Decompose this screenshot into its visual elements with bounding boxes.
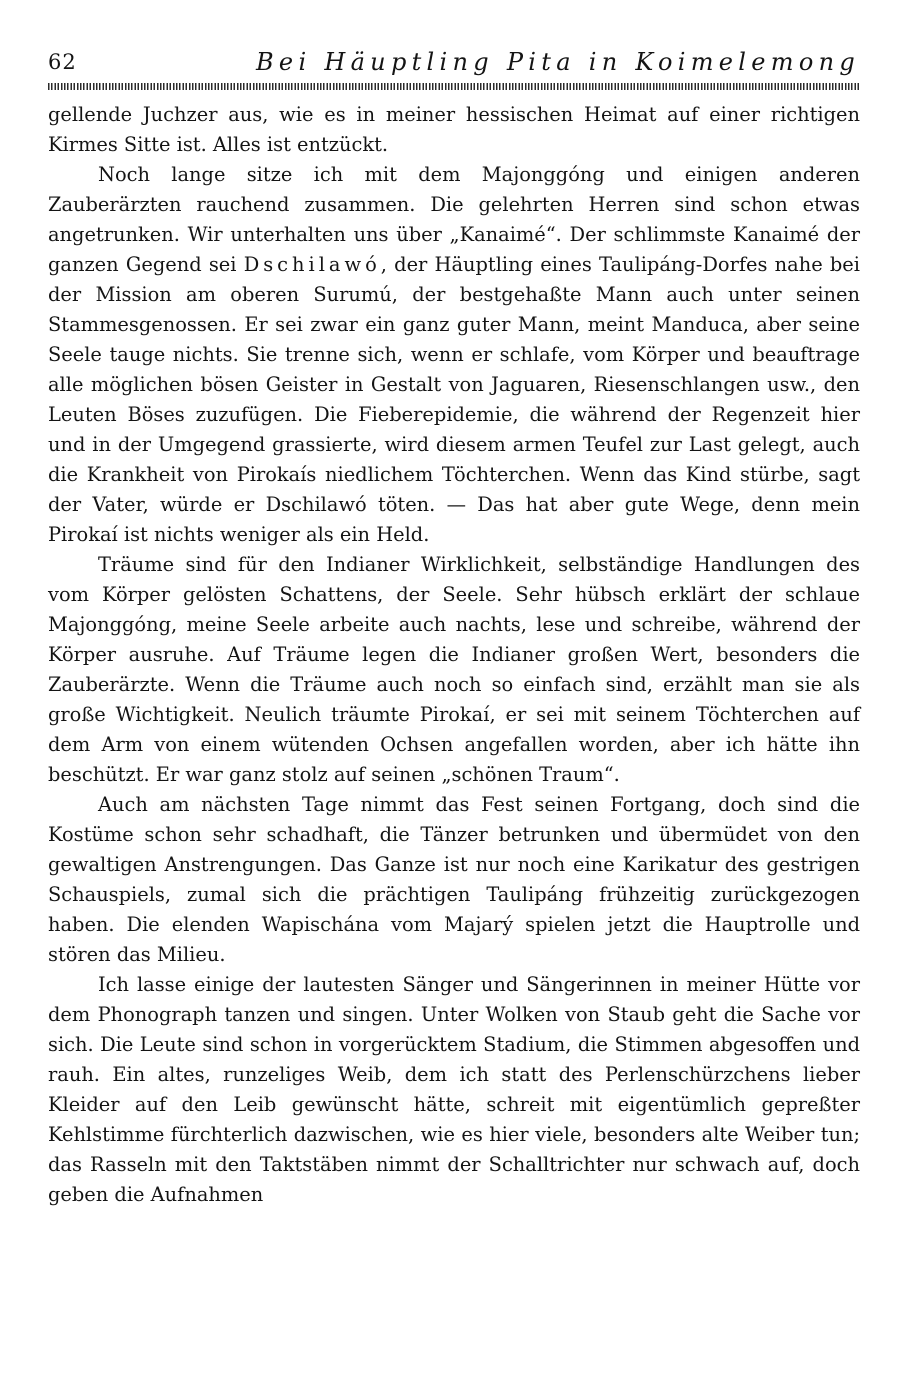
paragraph-kanaime-part2: , der Häuptling eines Taulipáng-Dorfes nahe bei der Mission am oberen Surumú, der bestgehaßte Mann auch unter seinen Stammesgenossen. Er sei zwar ein ganz guter Mann, meint Manduca, aber seine Seele tauge nichts. Sie trenne sich, wenn er schlafe, vom Körper und beauftrage alle möglichen bösen Geister in Gestalt von Jaguaren, Riesenschlangen usw., den Leuten Böses zuzufügen. Die Fieberepidemie, die während der Regenzeit hier und in der Umgegend grassierte, wird diesem armen Teufel zur Last gelegt, auch die Krankheit von Pirokaís niedlichem Töchterchen. Wenn das Kind stürbe, sagt der Vater, würde er Dschilawó töten. — Das hat aber gute Wege, denn mein Pirokaí ist nichts weniger als ein Held.: [48, 253, 860, 546]
book-page: [48, 48, 860, 1210]
spaced-name: Dschilawó: [243, 253, 381, 276]
running-title: Bei Häuptling Pita in Koimelemong: [256, 48, 860, 76]
paragraph-kanaime-part1: Noch lange sitze ich mit dem Majonggóng und einigen anderen Zauberärzten rauchend zusammen. Die gelehrten Herren sind schon etwas angetrunken. Wir unterhalten uns über „Kanaimé“. Der schlimmste Kanaimé der ganzen Gegend sei: [48, 163, 860, 276]
paragraph-phonograph: Ich lasse einige der lautesten Sänger und Sängerinnen in meiner Hütte vor dem Phonograph tanzen und singen. Unter Wolken von Staub geht die Sache vor sich. Die Leute sind schon in vorgerücktem Stadium, die Stimmen abgesoffen und rauh. Ein altes, runzeliges Weib, dem ich statt des Perlenschürzchens lieber Kleider auf den Leib gewünscht hätte, schreit mit eigentümlich gepreßter Kehlstimme fürchterlich dazwischen, wie es hier viele, besonders alte Weiber tun; das Rasseln mit den Taktstäben nimmt der Schalltrichter nur schwach auf, doch geben die Aufnahmen: [48, 973, 860, 1206]
running-header: [48, 48, 860, 84]
header-rule: [48, 83, 860, 90]
page-number: 62: [48, 50, 77, 74]
paragraph-kanaime: [48, 160, 860, 550]
paragraph-festival: Auch am nächsten Tage nimmt das Fest seinen Fortgang, doch sind die Kostüme schon sehr schadhaft, die Tänzer betrunken und übermüdet von den gewaltigen Anstrengungen. Das Ganze ist nur noch eine Karikatur des gestrigen Schauspiels, zumal sich die prächtigen Taulipáng frühzeitig zurückgezogen haben. Die elenden Wapischána vom Majarý spielen jetzt die Hauptrolle und stören das Milieu.: [48, 793, 860, 966]
paragraph-continuation: gellende Juchzer aus, wie es in meiner hessischen Heimat auf einer richtigen Kirmes Sitte ist. Alles ist entzückt.: [48, 103, 860, 156]
paragraph-dreams: Träume sind für den Indianer Wirklichkeit, selbständige Handlungen des vom Körper gelösten Schattens, der Seele. Sehr hübsch erklärt der schlaue Majonggóng, meine Seele arbeite auch nachts, lese und schreibe, während der Körper ausruhe. Auf Träume legen die Indianer großen Wert, besonders die Zauberärzte. Wenn die Träume auch noch so einfach sind, erzählt man sie als große Wichtigkeit. Neulich träumte Pirokaí, er sei mit seinem Töchterchen auf dem Arm von einem wütenden Ochsen angefallen worden, aber ich hätte ihn beschützt. Er war ganz stolz auf seinen „schönen Traum“.: [48, 553, 860, 786]
body-text: [48, 100, 860, 1210]
